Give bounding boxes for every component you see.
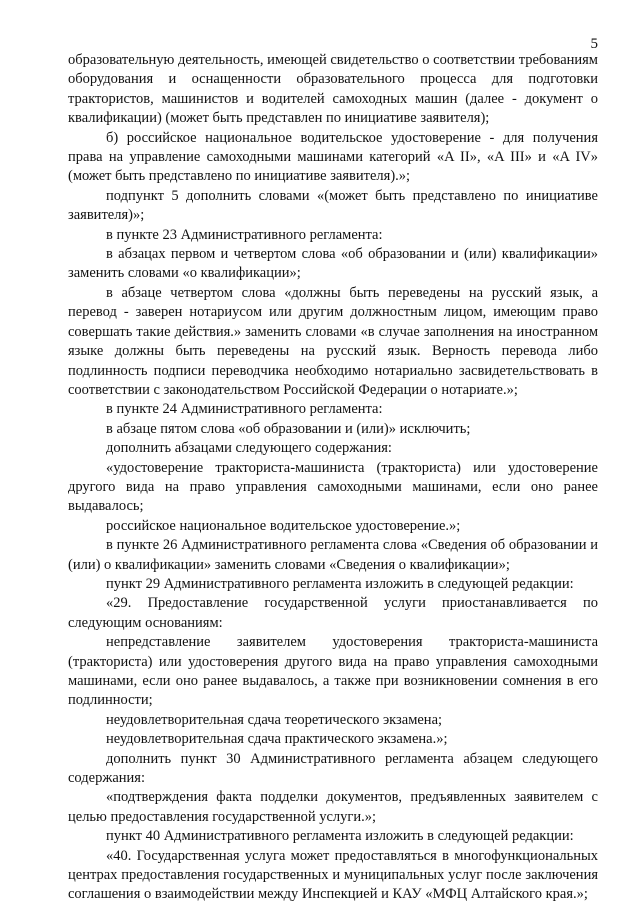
paragraph: «подтверждения факта подделки документов, предъявленных заявителем с целью предоставления государственной услуги.»; — [68, 789, 598, 825]
page-number: 5 — [590, 36, 598, 52]
paragraph: в абзаце пятом слова «об образовании и (или)» исключить; — [106, 420, 471, 437]
paragraph: непредставление заявителем удостоверения тракториста-машиниста (тракториста) или удостоверения другого вида на право управления самоходными машинами, если оно ранее выдавалось, а также при возникновении сомнения в его подлинности; — [68, 634, 598, 709]
paragraph: в абзаце четвертом слова «должны быть переведены на русский язык, а перевод - заверен нотариусом или другим должностным лицом, имеющим право совершать такие действия.» заменить словами «в случае заполнения на иностранном языке должны быть переведены на русский язык. Верность перевода либо подлинность подписи переводчика необходимо нотариально засвидетельствовать в соответствии с законодательством Российской Федерации о нотариате.»; — [68, 284, 598, 398]
paragraph: неудовлетворительная сдача практического экзамена.»; — [106, 731, 448, 748]
document-body — [68, 51, 598, 905]
paragraph: пункт 40 Административного регламента изложить в следующей редакции: — [106, 828, 574, 845]
paragraph: российское национальное водительское удостоверение.»; — [106, 517, 461, 534]
paragraph: пункт 29 Административного регламента изложить в следующей редакции: — [106, 575, 574, 592]
paragraph: «40. Государственная услуга может предоставляться в многофункциональных центрах предоставления государственных и муниципальных услуг после заключения соглашения о взаимодействии между Инспекцией и КАУ «МФЦ Алтайского края.»; — [68, 847, 598, 903]
paragraph: в пункте 23 Административного регламента: — [106, 226, 383, 243]
paragraph: в пункте 24 Административного регламента: — [106, 401, 383, 418]
paragraph: образовательную деятельность, имеющей свидетельство о соответствии требованиям оборудования и оснащенности образовательного процесса для подготовки трактористов, машинистов и водителей самоходных машин (далее - документ о квалификации) (может быть представлен по инициативе заявителя); — [68, 52, 598, 127]
paragraph: дополнить абзацами следующего содержания: — [106, 440, 392, 457]
paragraph: подпункт 5 дополнить словами «(может быть представлено по инициативе заявителя)»; — [68, 187, 598, 224]
paragraph: в абзацах первом и четвертом слова «об образовании и (или) квалификации» заменить словами «о квалификации»; — [68, 246, 598, 282]
paragraph: «удостоверение тракториста-машиниста (тракториста) или удостоверение другого вида на право управления самоходными машинами, если оно ранее выдавалось; — [68, 459, 598, 515]
paragraph: неудовлетворительная сдача теоретического экзамена; — [106, 711, 443, 728]
paragraph: «29. Предоставление государственной услуги приостанавливается по следующим основаниям: — [68, 595, 598, 631]
paragraph: дополнить пункт 30 Административного регламента абзацем следующего содержания: — [68, 750, 598, 787]
paragraph: в пункте 26 Административного регламента слова «Сведения об образовании и (или) о квалификации» заменить словами «Сведения о квалификации»; — [68, 537, 598, 573]
paragraph: б) российское национальное водительское удостоверение - для получения права на управление самоходными машинами категорий «A II», «A III» и «A IV» (может быть представлено по инициативе заявителя).»; — [68, 129, 598, 185]
